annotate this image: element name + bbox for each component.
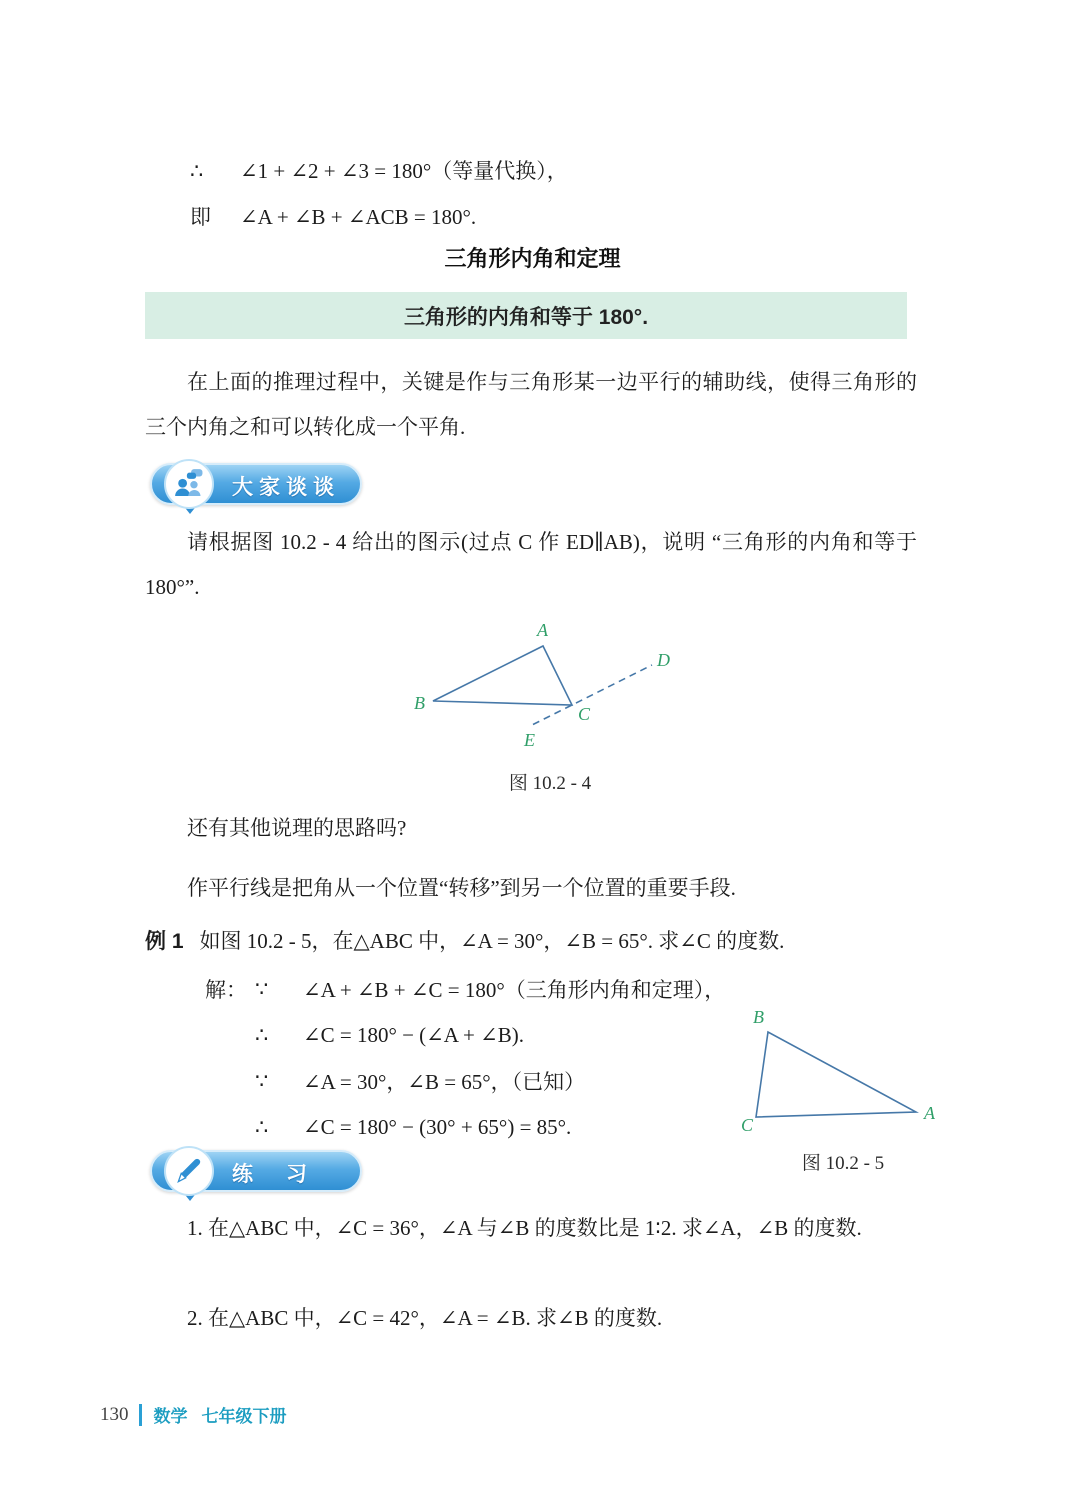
figure2-label-C: C [741, 1115, 754, 1135]
page-footer [100, 1402, 287, 1427]
practice-item-1: 1. 在△ABC 中，∠C = 36°，∠A 与∠B 的度数比是 1∶2. 求∠A，∠B 的度数. [187, 1216, 862, 1240]
figure1-caption: 图 10.2 - 4 [508, 773, 592, 794]
discuss-people-icon [164, 459, 214, 509]
solution-line-text: ∠C = 180° − (30° + 65°) = 85°. [303, 1114, 572, 1139]
paragraph-transfer: 作平行线是把角从一个位置“转移”到另一个位置的重要手段. [187, 876, 736, 900]
because-symbol: ∵ [255, 1068, 269, 1093]
solution-line-text: ∠A = 30°，∠B = 65°，（已知） [303, 1070, 586, 1094]
proof-line-1 [190, 155, 568, 185]
solution-jie-prefix: 解： [205, 978, 247, 1002]
example-1-statement: 如图 10.2 - 5，在△ABC 中，∠A = 30°，∠B = 65°. 求∠C 的度数. [199, 929, 785, 953]
theorem-heading: 三角形内角和定理 [444, 246, 621, 271]
figure-10-2-5 [738, 1005, 948, 1140]
figure2-label-B: B [753, 1007, 764, 1027]
discuss-section-badge [150, 463, 362, 505]
paragraph-method: 在上面的推理过程中，关键是作与三角形某一边平行的辅助线，使得三角形的三个内角之和可以转化成一个平角. [145, 370, 917, 439]
proof-line-2-text: ∠A + ∠B + ∠ACB = 180°. [240, 205, 477, 229]
footer-grade: 七年级下册 [201, 1407, 287, 1426]
solution-line [205, 1058, 725, 1104]
theorem-box-text: 三角形的内角和等于 180°. [403, 305, 649, 329]
discuss-badge-label: 大家谈谈 [232, 476, 340, 499]
footer-subject: 数学 [153, 1407, 188, 1426]
paragraph-question: 还有其他说理的思路吗? [187, 816, 407, 840]
therefore-symbol: ∴ [190, 159, 204, 183]
solution-line [205, 966, 725, 1012]
figure-10-2-4 [400, 608, 700, 758]
proof-line-2-prefix: 即 [190, 205, 211, 229]
practice-section-badge [150, 1150, 362, 1192]
solution-line [205, 1012, 725, 1058]
figure1-label-B: B [414, 693, 425, 713]
paragraph-discuss-prompt: 请根据图 10.2 - 4 给出的图示(过点 C 作 ED∥AB)，说明 “三角形的内角和等于 180°”. [145, 530, 917, 599]
therefore-symbol: ∴ [255, 1022, 269, 1047]
figure1-label-E: E [524, 730, 535, 750]
footer-divider [139, 1404, 142, 1426]
practice-item-2: 2. 在△ABC 中，∠C = 42°，∠A = ∠B. 求∠B 的度数. [187, 1306, 663, 1330]
example-1-statement-row [145, 925, 784, 955]
solution-line-text: ∠C = 180° − (∠A + ∠B). [303, 1022, 524, 1047]
because-symbol: ∵ [255, 976, 269, 1001]
proof-line-1-text: ∠1 + ∠2 + ∠3 = 180°（等量代换）， [240, 159, 568, 183]
figure1-label-C: C [578, 704, 591, 724]
example-1-solution [205, 966, 725, 1150]
figure1-label-A: A [537, 620, 548, 640]
solution-line-text: ∠A + ∠B + ∠C = 180°（三角形内角和定理）， [303, 978, 726, 1002]
therefore-symbol: ∴ [255, 1114, 269, 1139]
figure1-label-D: D [657, 650, 670, 670]
figure2-label-A: A [924, 1103, 935, 1123]
pencil-icon [164, 1146, 214, 1196]
solution-line [205, 1104, 725, 1150]
theorem-box [145, 292, 907, 339]
example-1-label: 例 1 [145, 930, 184, 953]
figure2-caption: 图 10.2 - 5 [801, 1153, 885, 1174]
page-number: 130 [100, 1403, 129, 1425]
proof-line-2 [190, 201, 476, 231]
practice-badge-label: 练 习 [232, 1163, 313, 1186]
